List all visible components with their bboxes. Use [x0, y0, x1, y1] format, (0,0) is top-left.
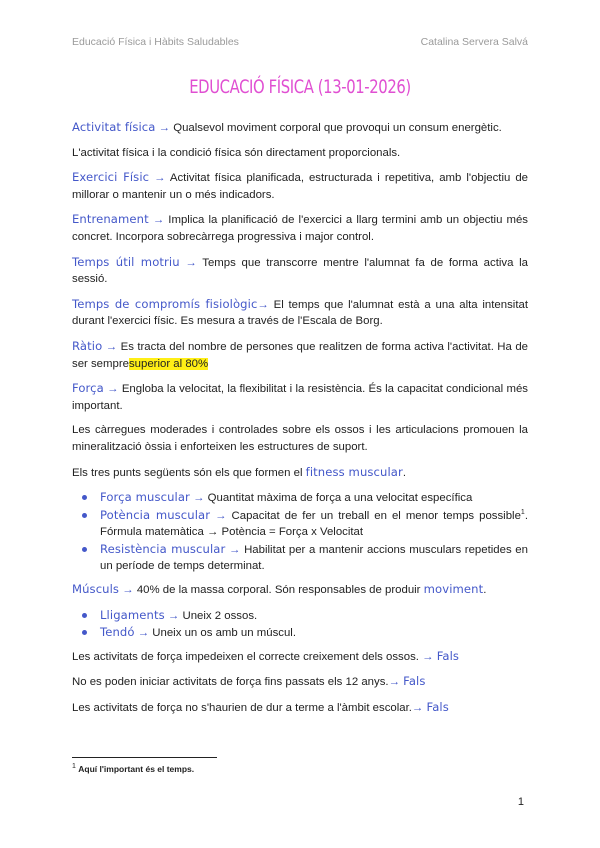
paragraph-forca [72, 380, 528, 414]
paragraph-entrenament [72, 211, 528, 245]
statement-answer: Fals [403, 674, 426, 689]
statement-answer: Fals [436, 648, 460, 663]
list-item [100, 607, 528, 625]
statement-answer: Fals [426, 700, 449, 715]
term-forca: Força [72, 381, 104, 396]
arrow-icon: → [167, 609, 180, 622]
arrow-icon: → [122, 584, 134, 597]
definition-text: Es tracta del nombre de persones que realitzen de forma activa l'activitat. Ha de ser sempre [72, 340, 529, 370]
page-title: EDUCACIÓ FÍSICA (13-01-2026) [189, 76, 411, 98]
definition-text: Temps que transcorre mentre l'alumnat fa de forma activa la sessió. [72, 256, 528, 286]
definition-text: 40% de la massa corporal. Són responsables de produir [136, 584, 421, 597]
list-item [100, 489, 528, 507]
bullet-icon [82, 495, 87, 500]
arrow-icon: → [422, 650, 434, 663]
term-ratio: Ràtio [72, 338, 103, 353]
musculs-list [72, 607, 528, 642]
definition-text: Quantitat màxima de força a una velocitat específica [207, 492, 473, 505]
statement-text: Les activitats de força impedeixen el correcte creixement dels ossos. [72, 650, 419, 663]
list-item [100, 541, 528, 575]
definition-text: Activitat física planificada, estructurada i repetitiva, amb l'objectiu de millorar o mantenir un o més indicadors. [72, 172, 528, 201]
term-tendo: Tendó [100, 625, 135, 640]
punctuation: . [483, 584, 487, 597]
arrow-icon: → [137, 627, 150, 640]
arrow-icon: → [152, 214, 165, 227]
highlighted-text: superior al 80% [128, 357, 209, 370]
arrow-icon: → [107, 383, 119, 396]
statement [72, 673, 528, 691]
statement [72, 699, 528, 717]
definition-text: Implica la planificació de l'exercici a llarg termini amb un objectiu més concret. Incorpora sobrecàrrega progressiva i major control. [72, 214, 528, 243]
paragraph-relacio: L'activitat física i la condició física són directament proporcionals. [72, 146, 401, 159]
bullet-icon [82, 613, 87, 618]
footnote-divider [72, 757, 217, 758]
term-moviment: moviment [423, 582, 484, 597]
footnote-text: Aquí l'important és el temps. [78, 764, 195, 774]
term-temps-util-motriu: Temps útil motriu [72, 254, 180, 269]
term-lligaments: Lligaments [100, 607, 165, 622]
arrow-icon: → [388, 676, 400, 689]
term-resistencia-muscular: Resistència muscular [100, 541, 226, 556]
bullet-icon [82, 630, 87, 635]
paragraph-ratio [72, 338, 528, 372]
arrow-icon: → [193, 492, 205, 505]
main-content [72, 119, 528, 725]
arrow-icon: → [257, 298, 269, 311]
paragraph-exercici-fisic [72, 169, 528, 203]
definition-text-continued: . Fórmula matemàtica → Potència = Força x Velocitat [100, 509, 528, 539]
statement-text: Les activitats de força no s'haurien de dur a terme a l'àmbit escolar. [72, 702, 412, 715]
intro-text: Els tres punts següents són els que formen el [72, 466, 303, 479]
page-number: 1 [517, 796, 524, 808]
arrow-icon: → [105, 340, 118, 353]
term-exercici-fisic: Exercici Físic [72, 170, 150, 185]
header-course-title: Educació Física i Hàbits Saludables [72, 36, 239, 48]
footnote-reference[interactable]: 1 [520, 508, 525, 516]
paragraph-carregues: Les càrregues moderades i controlades sobre els ossos i les articulacions promouen la mineralització òssia i enforteixen les estructures de suport. [72, 424, 528, 453]
definition-text: Uneix 2 ossos. [182, 609, 258, 622]
definition-text: Habilitat per a mantenir accions musculars repetides en un període de temps determinat. [100, 543, 528, 573]
definition-text: Uneix un os amb un múscul. [152, 627, 296, 640]
definition-text: Capacitat de fer un treball en el menor temps possible [231, 509, 521, 522]
arrow-icon: → [229, 543, 241, 556]
arrow-icon: → [185, 256, 197, 269]
term-musculs: Músculs [72, 582, 120, 597]
arrow-icon: → [154, 172, 166, 185]
fitness-list [72, 489, 528, 575]
term-entrenament: Entrenament [72, 212, 149, 227]
footnote [72, 764, 194, 774]
paragraph-musculs [72, 581, 528, 599]
term-potencia-muscular: Potència muscular [100, 507, 211, 522]
statement [72, 648, 528, 666]
arrow-icon: → [215, 509, 227, 522]
bullet-icon [82, 547, 87, 552]
definition-text: Engloba la velocitat, la flexibilitat i la resistència. És la capacitat condicional més important. [72, 383, 528, 412]
term-fitness-muscular: fitness muscular [305, 464, 403, 479]
paragraph-activitat-fisica [72, 119, 528, 137]
term-forca-muscular: Força muscular [100, 490, 190, 505]
punctuation: . [402, 466, 407, 479]
arrow-icon: → [158, 122, 171, 134]
paragraph-temps-util-motriu [72, 254, 528, 288]
term-temps-compromis: Temps de compromís fisiològic [72, 296, 258, 311]
header-author: Catalina Servera Salvá [420, 36, 528, 48]
statement-text: No es poden iniciar activitats de força fins passats els 12 anys. [72, 676, 389, 689]
list-item [100, 507, 528, 541]
definition-text: Qualsevol moviment corporal que provoqui un consum energètic. [173, 122, 502, 134]
term-activitat-fisica: Activitat física [72, 120, 156, 134]
paragraph-fitness-intro [72, 464, 528, 482]
bullet-icon [82, 513, 87, 518]
definition-text: El temps que l'alumnat està a una alta intensitat durant l'exercici físic. Es mesura a través de l'Escala de Borg. [72, 298, 528, 328]
paragraph-temps-compromis [72, 296, 528, 330]
arrow-icon: → [411, 702, 424, 715]
footnote-number: 1 [72, 763, 76, 771]
list-item [100, 624, 528, 642]
